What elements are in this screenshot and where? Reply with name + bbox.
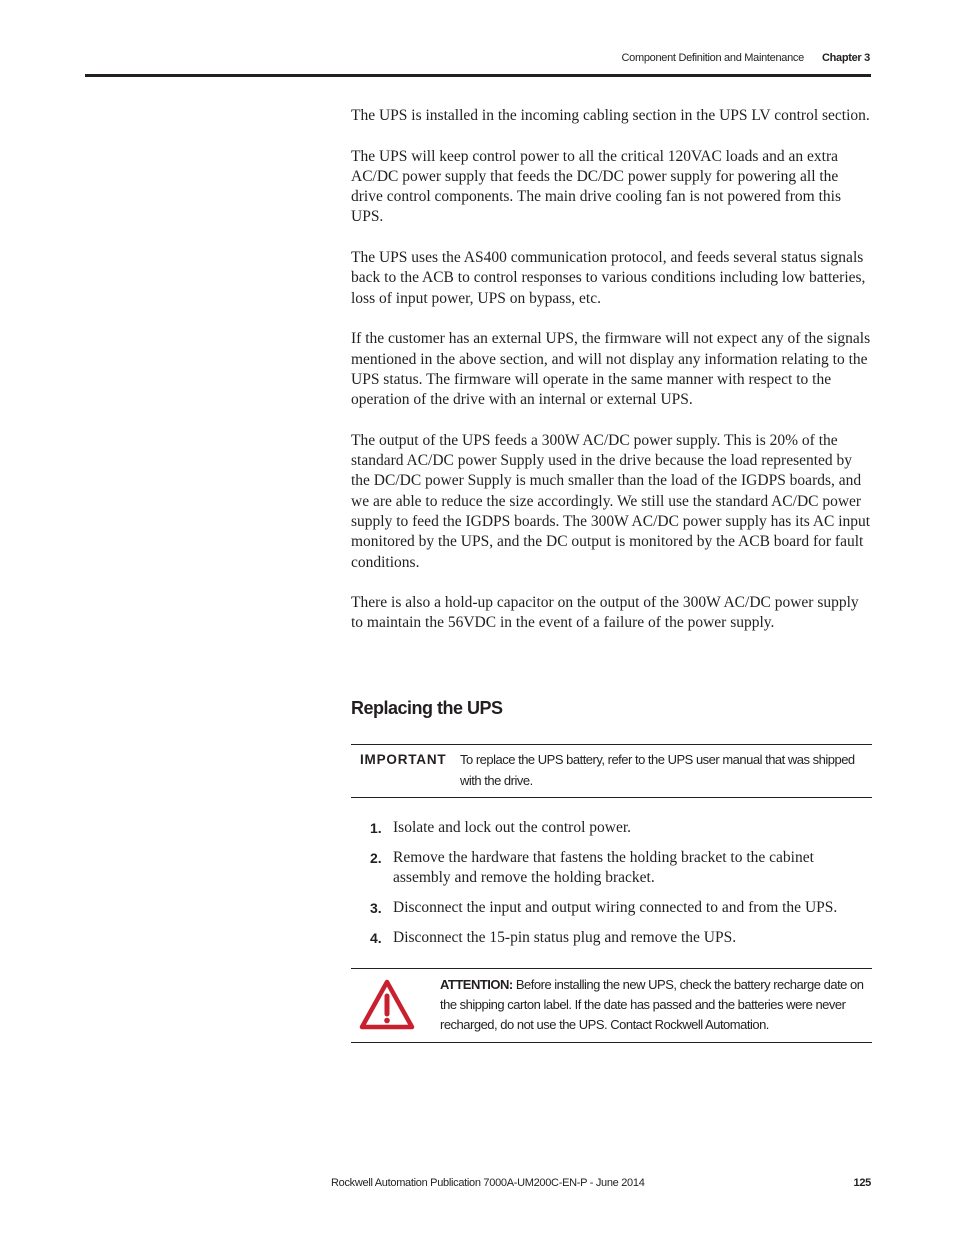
header-section-title: Component Definition and Maintenance [621,52,804,64]
page-number: 125 [853,1177,871,1189]
attention-text-block [440,975,865,1035]
header-rule [85,74,871,77]
header-chapter: Chapter 3 [821,52,870,64]
step-number: 1. [370,820,382,836]
running-header [622,52,870,64]
attention-notice [351,968,872,1043]
step-text: Remove the hardware that fastens the holding bracket to the cabinet assembly and remove the holding bracket. [393,848,814,887]
important-label: IMPORTANT [360,752,447,767]
step-text: Disconnect the input and output wiring connected to and from the UPS. [393,898,838,916]
step-item [351,848,872,889]
step-text: Disconnect the 15-pin status plug and remove the UPS. [393,928,737,946]
step-item [351,818,872,838]
warning-triangle-icon [359,979,415,1031]
paragraph: The UPS will keep control power to all the critical 120VAC loads and an extra AC/DC power supply that feeds the DC/DC power supply for powering all the drive control components. The main drive cooling fan is not powered from this UPS. [351,147,842,226]
step-number: 2. [370,849,382,866]
paragraph: The UPS is installed in the incoming cabling section in the UPS LV control section. [351,107,870,124]
important-notice [351,744,872,798]
paragraph: There is also a hold-up capacitor on the output of the 300W AC/DC power supply to maintain the 56VDC in the event of a failure of the power supply. [351,594,859,632]
step-text: Isolate and lock out the control power. [393,819,632,836]
paragraph: If the customer has an external UPS, the firmware will not expect any of the signals mentioned in the above section, and will not display any information relating to the UPS status. The firmware will operate in the same manner with respect to the operation of the drive with an internal or external UPS. [351,330,871,409]
section-heading: Replacing the UPS [351,698,503,718]
important-text: To replace the UPS battery, refer to the UPS user manual that was shipped with the drive. [460,752,855,788]
step-number: 3. [370,899,382,916]
body-text [351,106,872,654]
attention-label: ATTENTION: [440,977,513,992]
paragraph: The UPS uses the AS400 communication protocol, and feeds several status signals back to the ACB to control responses to various conditions including low batteries, loss of input power, UPS on bypass, etc. [351,249,866,307]
paragraph: The output of the UPS feeds a 300W AC/DC power supply. This is 20% of the standard AC/DC power Supply used in the drive because the load represented by the DC/DC power Supply is much smaller than the load of the IGDPS boards, and we are able to reduce the size accordingly. We still use the standard AC/DC power supply to feed the IGDPS boards. The 300W AC/DC power supply has its AC input monitored by the UPS, and the DC output is monitored by the ACB board for fault conditions. [351,431,871,571]
step-item [351,928,872,948]
step-number: 4. [370,929,382,946]
procedure-steps [351,818,872,957]
step-item [351,898,872,918]
footer-publication: Rockwell Automation Publication 7000A-UM200C-EN-P - June 2014 [331,1177,645,1189]
attention-text: Before installing the new UPS, check the battery recharge date on the shipping carton label. If the date has passed and the batteries were never recharged, do not use the UPS. Contact Rockwell Automation. [440,977,864,1032]
